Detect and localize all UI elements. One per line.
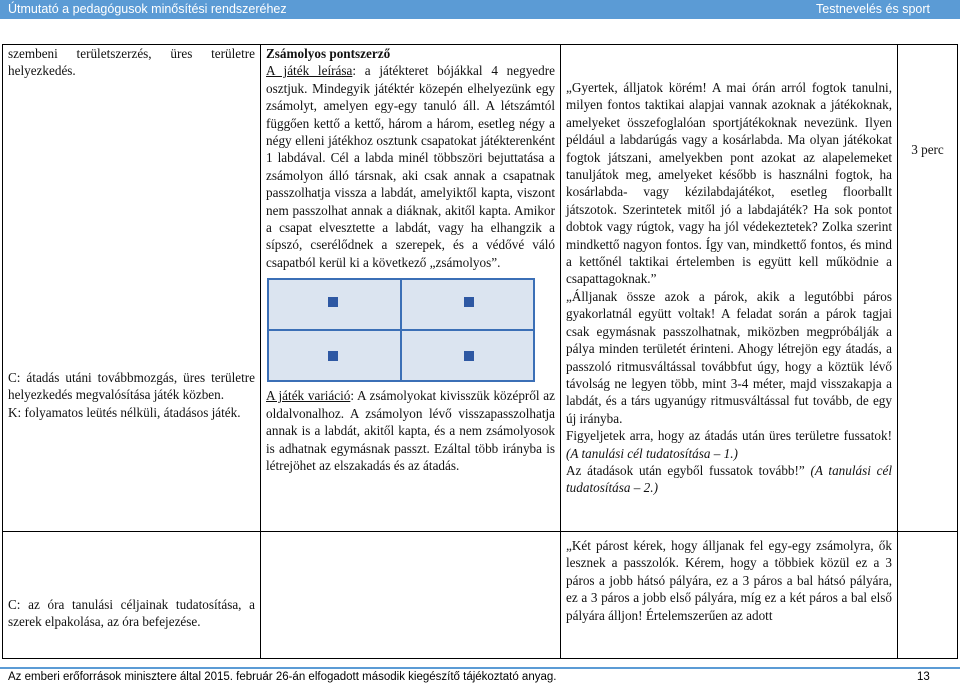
footer-text: Az emberi erőforrások minisztere által 2015. február 26-án elfogadott második kiegészítő tájékoztató anyag. — [8, 671, 557, 683]
closing-goal-text: C: az óra tanulási céljainak tudatosítása, a szerek elpakolása, az óra befejezése. — [8, 597, 255, 630]
time-value: 3 perc — [911, 142, 944, 157]
header-subject: Testnevelés és sport — [816, 2, 930, 16]
closing-teacher-text: „Két párost kérek, hogy álljanak fel egy-egy zsámolyra, ők lesznek a passzolók. Kérem, hogy a többiek közül ez a 3 páros a jobb hátsó pályára, ez a 3 páros a bal hátsó pályára, ez a 3 páros a jobb első pályára, míg ez a két páros a bal első pályára álljon! Értelemszerűen az adott — [566, 538, 892, 623]
game-variation: : A zsámolyokat kivisszük középről az oldalvonalhoz. A zsámolyon lévő visszapasszolhatja annak is a labdát, akitől kapta, és a nem zsámolyosok is adhatnak egymásnak passzt. Ezáltal több irányba is létrejöhet az elszakadás és az átadás. — [266, 388, 556, 473]
bench-bottom-left — [328, 351, 338, 361]
learning-goal-note-1: (A tanulási cél tudatosítása — [566, 445, 711, 461]
teacher-paragraph-1: „Gyertek, álljatok körém! A mai órán arról fogtok tanulni, milyen fontos taktikai alapjai vannak azoknak a játékoknak, amelyeket összefoglalóan sportjátékoknak nevezünk. Ilyen például a labdarúgás vagy a kosárlabda. Ma olyan játékokat fogtok játszani, amelyekben pont azokat az alapelemeket tanuljátok meg, amelyeket később is használni fogtok, ha kosárlabda- vagy kézilabdajátékot, esetleg floorballt játszotok. Szerintetek mitől jó a labdajáték? Ha sok pontot dobtok vagy rúgtok, vagy ha jól védekeztetek? Zolka szerint mindkettő nagyon fontos. Így van, mindkettő fontos, és mind a kettőnél taktikai értelemben is együtt kell működnie a csapattagoknak.” — [566, 80, 892, 287]
teacher-paragraph-3: Figyeljetek arra, hogy az átadás után üres területre fussatok! — [566, 428, 892, 444]
time-cell — [898, 45, 958, 532]
learning-goal-number-2: – 2.) — [630, 480, 658, 496]
teacher-paragraph-2: „Álljanak össze azok a párok, akik a legutóbbi páros gyakorlatnál együtt voltak! A feladat során a párok tagjai csak egymásnak passzolhatnak, miközben megpróbálják a pálya minden területét érinteni. Ahogy létrejön egy átadás, a passzoló ritmusváltással továbbfut úgy, hogy a köztük lévő távolság ne legyen több, mint 3-4 méter, majd visszakapja a labdát, és a társ ugyanúgy ritmusváltással fut tovább, de egy új irányba. — [566, 288, 892, 426]
game-variation-label: A játék variáció — [266, 388, 351, 404]
learning-goal-number-1: – 1.) — [710, 445, 738, 461]
bench-bottom-right — [464, 351, 474, 361]
activity-cell — [261, 45, 561, 532]
goal-text-bottom: C: átadás utáni továbbmozgás, üres területre helyezkedés megvalósítása játék közben. K: folyamatos leütés nélküli, átadásos játék. — [8, 370, 255, 420]
table-row — [3, 532, 958, 659]
goal-cell — [3, 45, 261, 532]
goal-text-top: szembeni területszerzés, üres területre helyezkedés. — [8, 46, 255, 79]
teacher-text-cell — [561, 45, 898, 532]
header-title: Útmutató a pedagógusok minősítési rendszeréhez — [8, 2, 287, 16]
game-description: : a játékteret bójákkal 4 negyedre osztjuk. Mindegyik játéktér közepén elhelyezünk egy zsámolyt, amelyen egy-egy tanuló áll. A létszámtól függően kettő a kettő, három a három, esetleg négy a négy elleni játékhoz osztunk csapatokat játékterenként 1 labdával. Cél a labda minél többszöri bejuttatása a zsámolyon álló társnak, aki csak annak a csapatnak passzolhatja vissza a labdát, amelyiktől kapta, viszont nem passzolhat annak a diáknak, akitől kapta. Amikor a csapat elvesztette a labdát, vagy ha elhangzik a sípszó, cserélődnek a szerepek, és a védővé váló csapatból kerül ki a következő „zsámolyos”. — [266, 63, 555, 270]
table-row — [3, 45, 958, 532]
teacher-paragraph-4: Az átadások után egyből fussatok tovább!” — [566, 462, 811, 478]
closing-time-cell — [898, 532, 958, 659]
bench-top-right — [464, 297, 474, 307]
closing-activity-cell — [261, 532, 561, 659]
page-footer — [0, 667, 960, 685]
learning-goal-note-2: (A tanulási cél tudatosítása — [566, 462, 893, 496]
page-number: 13 — [917, 671, 930, 683]
court-diagram — [266, 277, 536, 383]
lesson-plan-table — [2, 44, 958, 659]
game-description-label: A játék leírása — [266, 63, 353, 79]
court-svg — [266, 277, 536, 383]
game-title: Zsámolyos pontszerző — [266, 46, 391, 61]
page-header — [0, 0, 960, 19]
bench-top-left — [328, 297, 338, 307]
closing-teacher-text-cell — [561, 532, 898, 659]
closing-goal-cell — [3, 532, 261, 659]
